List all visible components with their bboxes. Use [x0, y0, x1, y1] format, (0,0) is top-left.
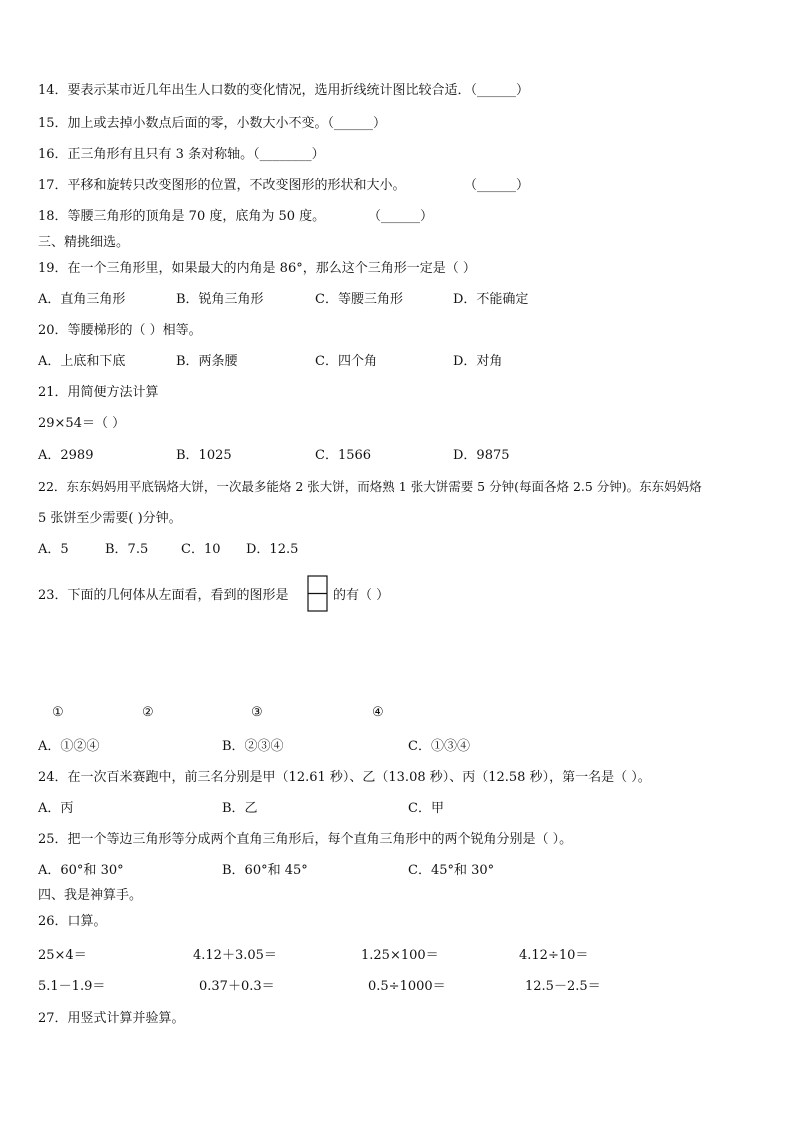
- q24-option-c: C．甲: [408, 801, 444, 816]
- question-19: 19．在一个三角形里，如果最大的内角是 86°，那么这个三角形一定是（ ）: [38, 261, 476, 276]
- q19-option-b: B．锐角三角形: [176, 292, 264, 307]
- question-14: 14．要表示某市近几年出生人口数的变化情况，选用折线统计图比较合适．（______）: [38, 83, 530, 98]
- question-26: 26．口算。: [38, 914, 107, 929]
- question-17-blank: （______）: [464, 178, 530, 193]
- solid-label-4: ④: [372, 705, 384, 720]
- q25-option-a: A．60°和 30°: [38, 863, 124, 878]
- question-24: 24．在一次百米赛跑中，前三名分别是甲（12.61 秒）、乙（13.08 秒）、丙（12.58 秒），第一名是（ ）。: [38, 770, 651, 785]
- solid-label-1: ①: [52, 705, 64, 720]
- q20-option-c: C．四个角: [315, 354, 377, 369]
- calc-7: 0.5÷1000＝: [368, 979, 446, 994]
- question-22-line-2: 5 张饼至少需要( )分钟。: [38, 511, 182, 526]
- question-20: 20．等腰梯形的（ ）相等。: [38, 323, 202, 338]
- q22-option-c: C．10: [181, 542, 221, 557]
- q20-option-d: D．对角: [453, 354, 503, 369]
- solid-label-3: ③: [251, 705, 263, 720]
- question-18-blank: （______）: [368, 209, 434, 224]
- section-4-title: 四、我是神算手。: [38, 888, 143, 903]
- q19-option-a: A．直角三角形: [38, 292, 126, 307]
- calc-6: 0.37＋0.3＝: [199, 979, 275, 994]
- question-25: 25．把一个等边三角形等分成两个直角三角形后，每个直角三角形中的两个锐角分别是（ ）。: [38, 832, 573, 847]
- question-22-line-1: 22．东东妈妈用平底锅烙大饼，一次最多能烙 2 张大饼，而烙熟 1 张大饼需要 5 分钟(每面各烙 2.5 分钟)。东东妈妈烙: [38, 479, 702, 494]
- q20-option-b: B．两条腰: [176, 354, 238, 369]
- calc-2: 4.12＋3.05＝: [193, 948, 277, 963]
- q20-option-a: A．上底和下底: [38, 354, 126, 369]
- calc-1: 25×4＝: [38, 948, 87, 963]
- q21-option-a: A．2989: [38, 448, 94, 463]
- calc-4: 4.12÷10＝: [519, 948, 589, 963]
- q23-option-c: C．①③④: [408, 739, 470, 754]
- solid-label-2: ②: [142, 705, 154, 720]
- question-17: 17．平移和旋转只改变图形的位置，不改变图形的形状和大小。: [38, 178, 406, 193]
- q21-option-c: C．1566: [315, 448, 372, 463]
- q21-option-b: B．1025: [176, 448, 232, 463]
- question-27: 27．用竖式计算并验算。: [38, 1011, 185, 1026]
- q22-option-b: B．7.5: [105, 542, 149, 557]
- q24-option-b: B．乙: [222, 801, 258, 816]
- two-square-view-icon: [307, 575, 329, 613]
- question-16: 16．正三角形有且只有 3 条对称轴。（________）: [38, 147, 325, 162]
- q19-option-d: D．不能确定: [453, 292, 529, 307]
- question-23-prefix: 23．下面的几何体从左面看，看到的图形是: [38, 588, 289, 603]
- section-3-title: 三、精挑细选。: [38, 235, 130, 250]
- q22-option-a: A．5: [38, 542, 69, 557]
- question-21-expression: 29×54＝（ ）: [38, 416, 126, 431]
- q21-option-d: D．9875: [453, 448, 510, 463]
- question-15: 15．加上或去掉小数点后面的零，小数大小不变。（______）: [38, 116, 387, 131]
- calc-5: 5.1－1.9＝: [38, 979, 106, 994]
- q23-solids-figure: [0, 630, 794, 730]
- calc-3: 1.25×100＝: [361, 948, 439, 963]
- calc-8: 12.5－2.5＝: [525, 979, 601, 994]
- q23-option-b: B．②③④: [222, 739, 284, 754]
- question-23-suffix: 的有（ ）: [333, 588, 390, 603]
- q25-option-c: C．45°和 30°: [408, 863, 495, 878]
- q24-option-a: A．丙: [38, 801, 74, 816]
- question-21: 21．用简便方法计算: [38, 385, 159, 400]
- q19-option-c: C．等腰三角形: [315, 292, 403, 307]
- q22-option-d: D．12.5: [246, 542, 299, 557]
- question-18: 18．等腰三角形的顶角是 70 度，底角为 50 度。: [38, 209, 326, 224]
- q23-option-a: A．①②④: [38, 739, 100, 754]
- q25-option-b: B．60°和 45°: [222, 863, 308, 878]
